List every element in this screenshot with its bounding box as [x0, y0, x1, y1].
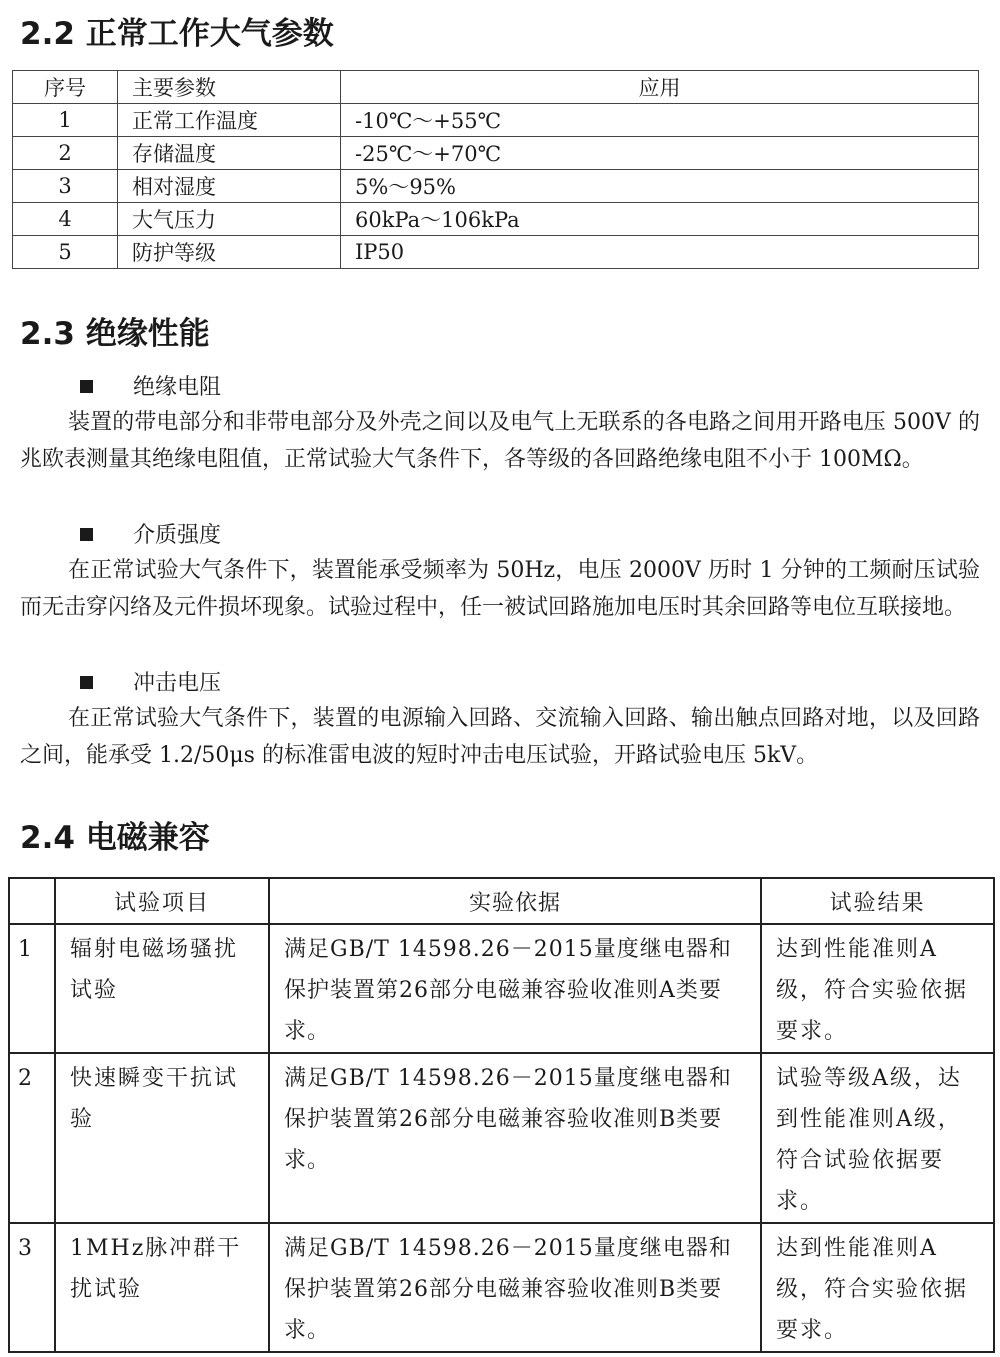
bullet-square-icon: [80, 676, 93, 689]
cell-test-item: 快速瞬变干抗试验: [55, 1053, 269, 1223]
paragraph-impulse-voltage: 在正常试验大气条件下，装置的电源输入回路、交流输入回路、输出触点回路对地，以及回路之间，能承受 1.2/50μs 的标准雷电波的短时冲击电压试验，开路试验电压 5kV。: [20, 706, 980, 768]
table-row: [9, 924, 994, 1053]
cell-test-basis: 满足GB/T 14598.26－2015量度继电器和保护装置第26部分电磁兼容验收准则B类要求。: [269, 1223, 761, 1352]
col-header-index: 序号: [13, 71, 118, 104]
cell-test-basis: 满足GB/T 14598.26－2015量度继电器和保护装置第26部分电磁兼容验收准则A类要求。: [269, 924, 761, 1053]
cell-index: 5: [13, 236, 118, 269]
cell-index: 3: [13, 170, 118, 203]
subsection-title-impulse-voltage: [80, 666, 221, 697]
bullet-square-icon: [80, 528, 93, 541]
cell-param: 存储温度: [118, 137, 341, 170]
subsection-label: 冲击电压: [133, 671, 222, 696]
cell-value: -25℃～+70℃: [341, 137, 979, 170]
cell-param: 相对湿度: [118, 170, 341, 203]
subsection-title-dielectric-strength: [80, 518, 221, 549]
table-row: [13, 203, 979, 236]
cell-test-result: 达到性能准则A级，符合实验依据要求。: [761, 1223, 994, 1352]
cell-value: IP50: [341, 236, 979, 269]
table-row: [13, 104, 979, 137]
atmosphere-params-table: [12, 70, 979, 269]
col-header-test-item: 试验项目: [55, 878, 269, 924]
cell-test-item: 1MHz脉冲群干扰试验: [55, 1223, 269, 1352]
cell-value: 60kPa～106kPa: [341, 203, 979, 236]
cell-index: 2: [9, 1053, 55, 1223]
cell-test-result: 试验等级A级，达到性能准则A级，符合试验依据要求。: [761, 1053, 994, 1223]
col-header-value: 应用: [341, 71, 979, 104]
table-row: [9, 1223, 994, 1352]
cell-test-result: 达到性能准则A级，符合实验依据要求。: [761, 924, 994, 1053]
cell-test-item: 辐射电磁场骚扰试验: [55, 924, 269, 1053]
col-header-test-result: 试验结果: [761, 878, 994, 924]
section-heading-2-4: 2.4 电磁兼容: [20, 820, 210, 856]
table-row: [9, 1053, 994, 1223]
cell-index: 4: [13, 203, 118, 236]
col-header-param: 主要参数: [118, 71, 341, 104]
table-header-row: [13, 71, 979, 104]
col-header-test-basis: 实验依据: [269, 878, 761, 924]
subsection-title-insulation-resistance: [80, 370, 221, 401]
subsection-label: 绝缘电阻: [133, 375, 222, 400]
section-heading-2-2: 2.2 正常工作大气参数: [20, 16, 334, 52]
cell-param: 防护等级: [118, 236, 341, 269]
col-header-index: [9, 878, 55, 924]
section-heading-2-3: 2.3 绝缘性能: [20, 316, 210, 352]
table-row: [13, 137, 979, 170]
cell-param: 大气压力: [118, 203, 341, 236]
cell-index: 1: [13, 104, 118, 137]
cell-param: 正常工作温度: [118, 104, 341, 137]
cell-value: -10℃～+55℃: [341, 104, 979, 137]
table-row: [13, 170, 979, 203]
bullet-square-icon: [80, 380, 93, 393]
table-header-row: [9, 878, 994, 924]
subsection-label: 介质强度: [133, 523, 222, 548]
emc-test-table: [8, 877, 995, 1353]
table-row: [13, 236, 979, 269]
paragraph-dielectric-strength: 在正常试验大气条件下，装置能承受频率为 50Hz，电压 2000V 历时 1 分钟的工频耐压试验而无击穿闪络及元件损坏现象。试验过程中，任一被试回路施加电压时其余回路等电位互联接地。: [20, 558, 980, 620]
paragraph-insulation-resistance: 装置的带电部分和非带电部分及外壳之间以及电气上无联系的各电路之间用开路电压 500V 的兆欧表测量其绝缘电阻值，正常试验大气条件下，各等级的各回路绝缘电阻不小于 100MΩ。: [20, 410, 980, 472]
cell-index: 3: [9, 1223, 55, 1352]
cell-index: 1: [9, 924, 55, 1053]
cell-test-basis: 满足GB/T 14598.26－2015量度继电器和保护装置第26部分电磁兼容验收准则B类要求。: [269, 1053, 761, 1223]
cell-value: 5%～95%: [341, 170, 979, 203]
cell-index: 2: [13, 137, 118, 170]
